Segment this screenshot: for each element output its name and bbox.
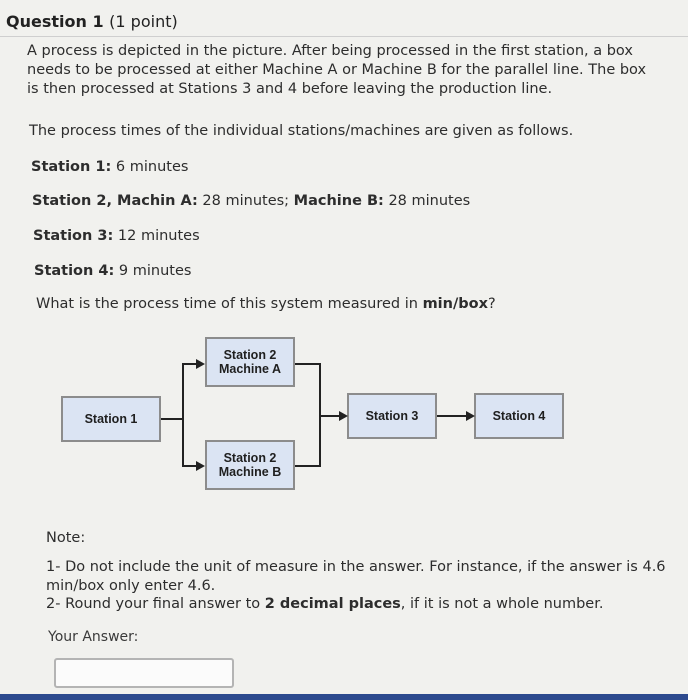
arrow-to-s4-icon [466, 411, 475, 421]
station-2a-label-2: Machine A [218, 362, 282, 376]
station-2a-box [205, 337, 295, 387]
connector-2b-out [295, 465, 320, 467]
arrow-to-2b-icon [196, 461, 205, 471]
station-2b-label-2: Machine B [218, 465, 282, 479]
station-1-box [61, 396, 161, 442]
connector-s1-out [161, 418, 183, 420]
station-2a-time-label: Station 2, Machin A: [32, 193, 198, 209]
note-title: Note: [46, 530, 86, 546]
station-1-time-label: Station 1: [31, 159, 112, 175]
station-2-time [32, 192, 470, 211]
answer-label: Your Answer: [48, 629, 139, 645]
note-item-2-end: , if it is not a whole number. [400, 596, 604, 612]
question-text-end: ? [487, 296, 496, 312]
note-item-2 [46, 595, 603, 614]
station-1-label: Station 1 [84, 412, 138, 426]
arrow-to-s3-icon [339, 411, 348, 421]
question-title [6, 12, 178, 31]
station-4-time-label: Station 4: [34, 263, 115, 279]
station-3-label: Station 3 [365, 409, 419, 423]
note-item-1-line-1: 1- Do not include the unit of measure in the answer. For instance, if the answer is 4.6 [46, 559, 666, 575]
station-2b-time-value: 28 minutes [383, 193, 471, 209]
connector-to-s4 [437, 415, 466, 417]
station-2b-box [205, 440, 295, 490]
station-3-time-value: 12 minutes [113, 228, 200, 244]
station-1-time [31, 158, 188, 177]
station-4-time [34, 262, 191, 281]
station-2b-time-label: Machine B: [293, 193, 384, 209]
station-2a-time-value: 28 minutes; [197, 193, 294, 209]
note-item-2-start: 2- Round your final answer to [46, 596, 265, 612]
intro-line-3: is then processed at Stations 3 and 4 before leaving the production line. [27, 81, 553, 97]
header-divider [0, 36, 688, 37]
station-4-label: Station 4 [492, 409, 546, 423]
station-2a-label-1: Station 2 [223, 348, 277, 362]
station-3-box [347, 393, 437, 439]
question-unit: min/box [422, 296, 488, 312]
station-1-time-value: 6 minutes [111, 159, 189, 175]
question-points: (1 point) [109, 12, 178, 31]
intro-paragraph [27, 42, 646, 99]
intro-line-2: needs to be processed at either Machine A or Machine B for the parallel line. The box [27, 62, 647, 78]
connector-to-s3 [320, 415, 339, 417]
station-4-box [474, 393, 564, 439]
intro-line-1: A process is depicted in the picture. After being processed in the first station, a box [27, 43, 633, 59]
connector-2a-out [295, 363, 320, 365]
connector-to-2b [182, 465, 196, 467]
note-item-1-line-2: min/box only enter 4.6. [46, 578, 216, 594]
bottom-bar [0, 694, 688, 700]
connector-to-2a [182, 363, 196, 365]
answer-input[interactable] [54, 658, 234, 688]
station-4-time-value: 9 minutes [114, 263, 192, 279]
station-2b-label-1: Station 2 [223, 451, 277, 465]
arrow-to-2a-icon [196, 359, 205, 369]
times-intro: The process times of the individual stations/machines are given as follows. [29, 123, 574, 139]
question-number: Question 1 [6, 12, 104, 31]
note-item-1 [46, 558, 666, 596]
connector-split-vertical [182, 363, 184, 467]
question-text [36, 295, 496, 314]
station-3-time [33, 227, 200, 246]
station-3-time-label: Station 3: [33, 228, 114, 244]
note-item-2-bold: 2 decimal places [264, 596, 401, 612]
question-text-start: What is the process time of this system measured in [36, 296, 423, 312]
